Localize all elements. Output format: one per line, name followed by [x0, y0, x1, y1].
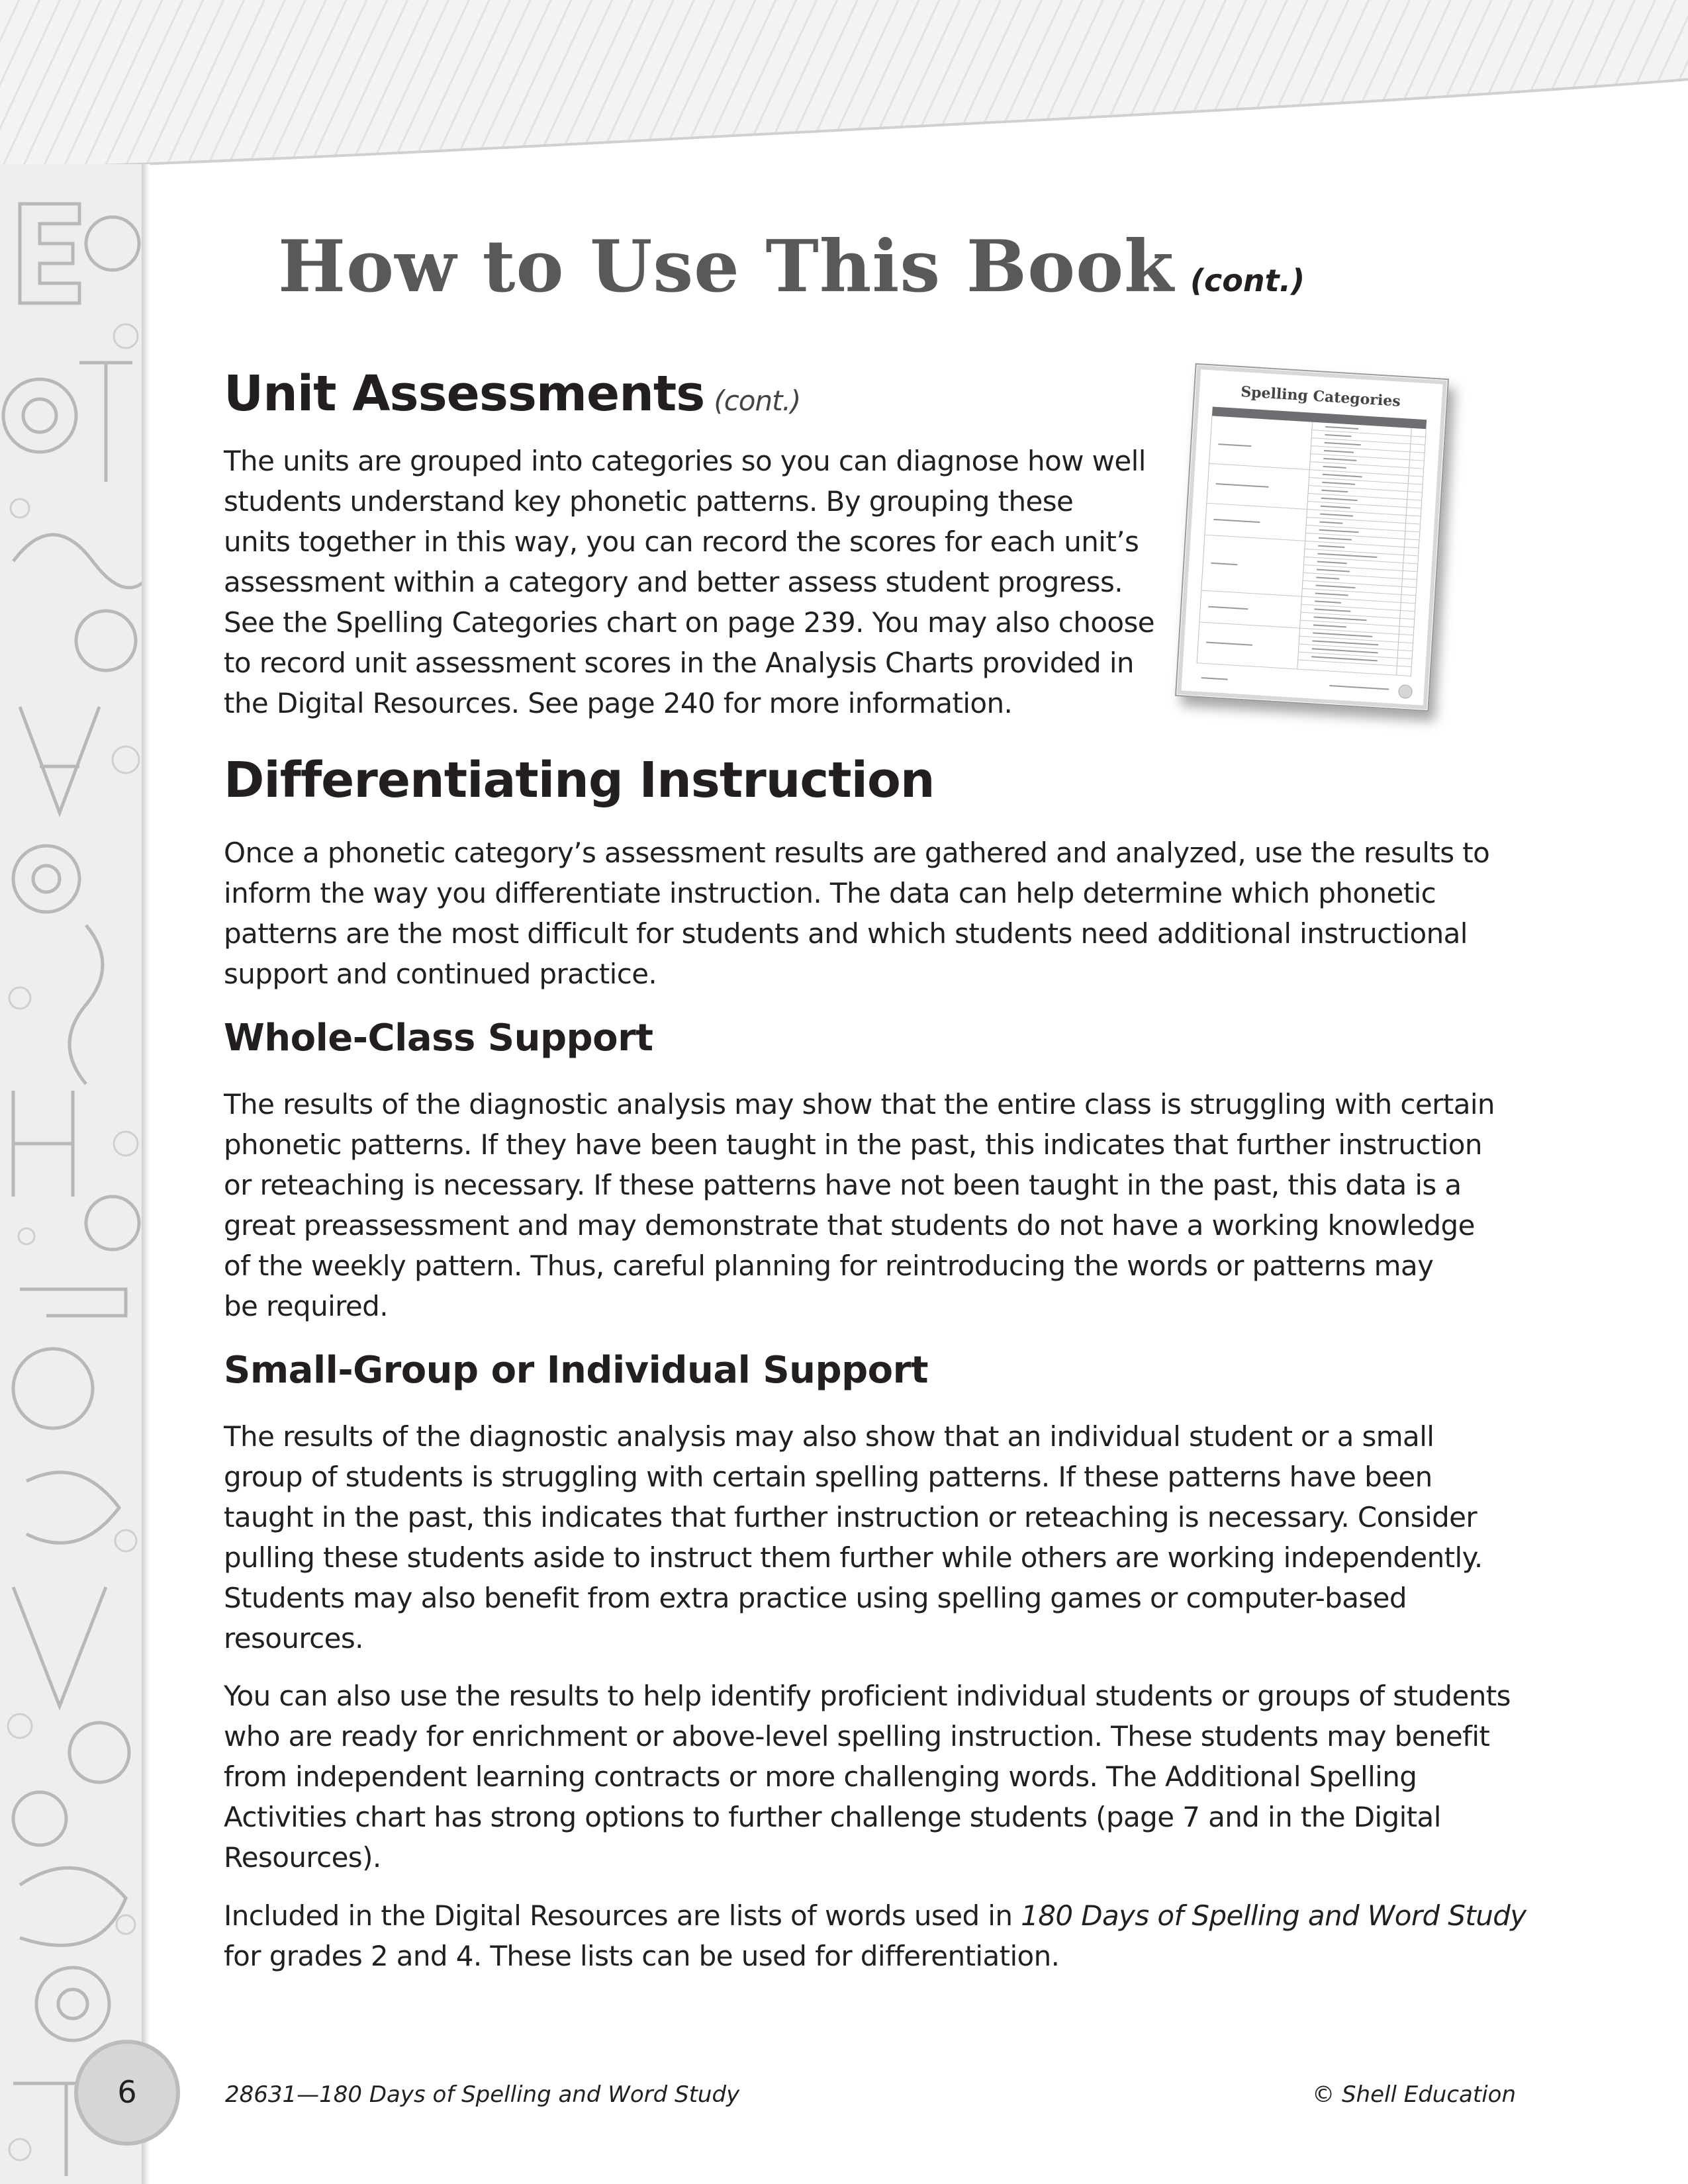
text-line: pulling these students aside to instruct them further while others are working independently.: [224, 1541, 1483, 1574]
differentiating-paragraph: [224, 833, 1489, 994]
thumbnail-table-graphic: [1176, 365, 1448, 710]
unit-assessments-paragraph: [224, 441, 1154, 723]
text-line: units together in this way, you can record the scores for each unit’s: [224, 525, 1139, 558]
text-line: great preassessment and may demonstrate that students do not have a working knowledge: [224, 1209, 1475, 1242]
text-line: patterns are the most difficult for students and which students need additional instructional: [224, 917, 1468, 950]
page-number: 6: [74, 2040, 180, 2146]
top-curve: [0, 0, 1688, 199]
text-line: phonetic patterns. If they have been taught in the past, this indicates that further instruction: [224, 1128, 1482, 1161]
text-line: students understand key phonetic patterns. By grouping these: [224, 485, 1074, 518]
text-line: for grades 2 and 4. These lists can be used for differentiation.: [224, 1940, 1060, 1972]
text-line: Once a phonetic category’s assessment results are gathered and analyzed, use the results to: [224, 837, 1490, 869]
text-line: group of students is struggling with certain spelling patterns. If these patterns have been: [224, 1461, 1432, 1493]
doodle-pattern: [0, 164, 147, 2184]
text-line: of the weekly pattern. Thus, careful planning for reintroducing the words or patterns may: [224, 1250, 1434, 1282]
text-line: from independent learning contracts or more challenging words. The Additional Spelling: [224, 1760, 1417, 1793]
text-line: The units are grouped into categories so you can diagnose how well: [224, 445, 1146, 477]
spelling-categories-thumbnail: [1175, 363, 1449, 712]
side-doodle-strip: [0, 164, 147, 2184]
differentiating-instruction-heading: Differentiating Instruction: [224, 752, 935, 809]
small-group-support-heading: Small-Group or Individual Support: [224, 1349, 929, 1392]
text-line: resources.: [224, 1622, 363, 1655]
text-segment: Included in the Digital Resources are lists of words used in: [224, 1899, 1021, 1932]
footer-book-id: 28631—180 Days of Spelling and Word Study: [225, 2081, 740, 2108]
thumbnail-title: Spelling Categories: [1240, 383, 1401, 410]
unit-assessments-heading-text: Unit Assessments: [224, 365, 705, 422]
text-line: assessment within a category and better assess student progress.: [224, 566, 1123, 598]
text-line: Students may also benefit from extra practice using spelling games or computer-based: [224, 1582, 1407, 1614]
book-title-italic: 180 Days of Spelling and Word Study: [1021, 1899, 1526, 1932]
text-line: taught in the past, this indicates that further instruction or reteaching is necessary. Consider: [224, 1501, 1477, 1533]
text-line: The results of the diagnostic analysis may show that the entire class is struggling with certain: [224, 1088, 1495, 1120]
page-title-text: How to Use This Book: [278, 225, 1174, 308]
text-line: the Digital Resources. See page 240 for more information.: [224, 687, 1013, 719]
text-line: be required.: [224, 1290, 388, 1322]
text-line: inform the way you differentiate instruction. The data can help determine which phonetic: [224, 877, 1436, 909]
small-group-paragraph-2: [224, 1676, 1511, 1878]
page-title-suffix: (cont.): [1190, 263, 1305, 298]
text-line: or reteaching is necessary. If these patterns have not been taught in the past, this data is a: [224, 1169, 1462, 1201]
small-group-paragraph-1: [224, 1416, 1483, 1659]
text-line: You can also use the results to help identify proficient individual students or groups of students: [224, 1680, 1511, 1712]
text-line: The results of the diagnostic analysis may also show that an individual student or a small: [224, 1420, 1434, 1453]
text-line: [224, 1895, 1526, 1936]
text-line: who are ready for enrichment or above-level spelling instruction. These students may benefit: [224, 1720, 1490, 1752]
text-line: to record unit assessment scores in the Analysis Charts provided in: [224, 647, 1134, 679]
whole-class-paragraph: [224, 1084, 1495, 1326]
footer-copyright: © Shell Education: [1312, 2081, 1516, 2108]
unit-assessments-heading-suffix: (cont.): [714, 385, 801, 417]
unit-assessments-heading: [224, 365, 800, 422]
text-line: See the Spelling Categories chart on page 239. You may also choose: [224, 606, 1154, 639]
text-line: support and continued practice.: [224, 958, 657, 990]
text-line: Resources).: [224, 1841, 381, 1874]
page-title: [278, 225, 1536, 308]
whole-class-support-heading: Whole-Class Support: [224, 1017, 653, 1060]
text-line: Activities chart has strong options to further challenge students (page 7 and in the Digital: [224, 1801, 1441, 1833]
side-strip-edge: [142, 164, 150, 2184]
small-group-paragraph-3: [224, 1895, 1526, 1976]
